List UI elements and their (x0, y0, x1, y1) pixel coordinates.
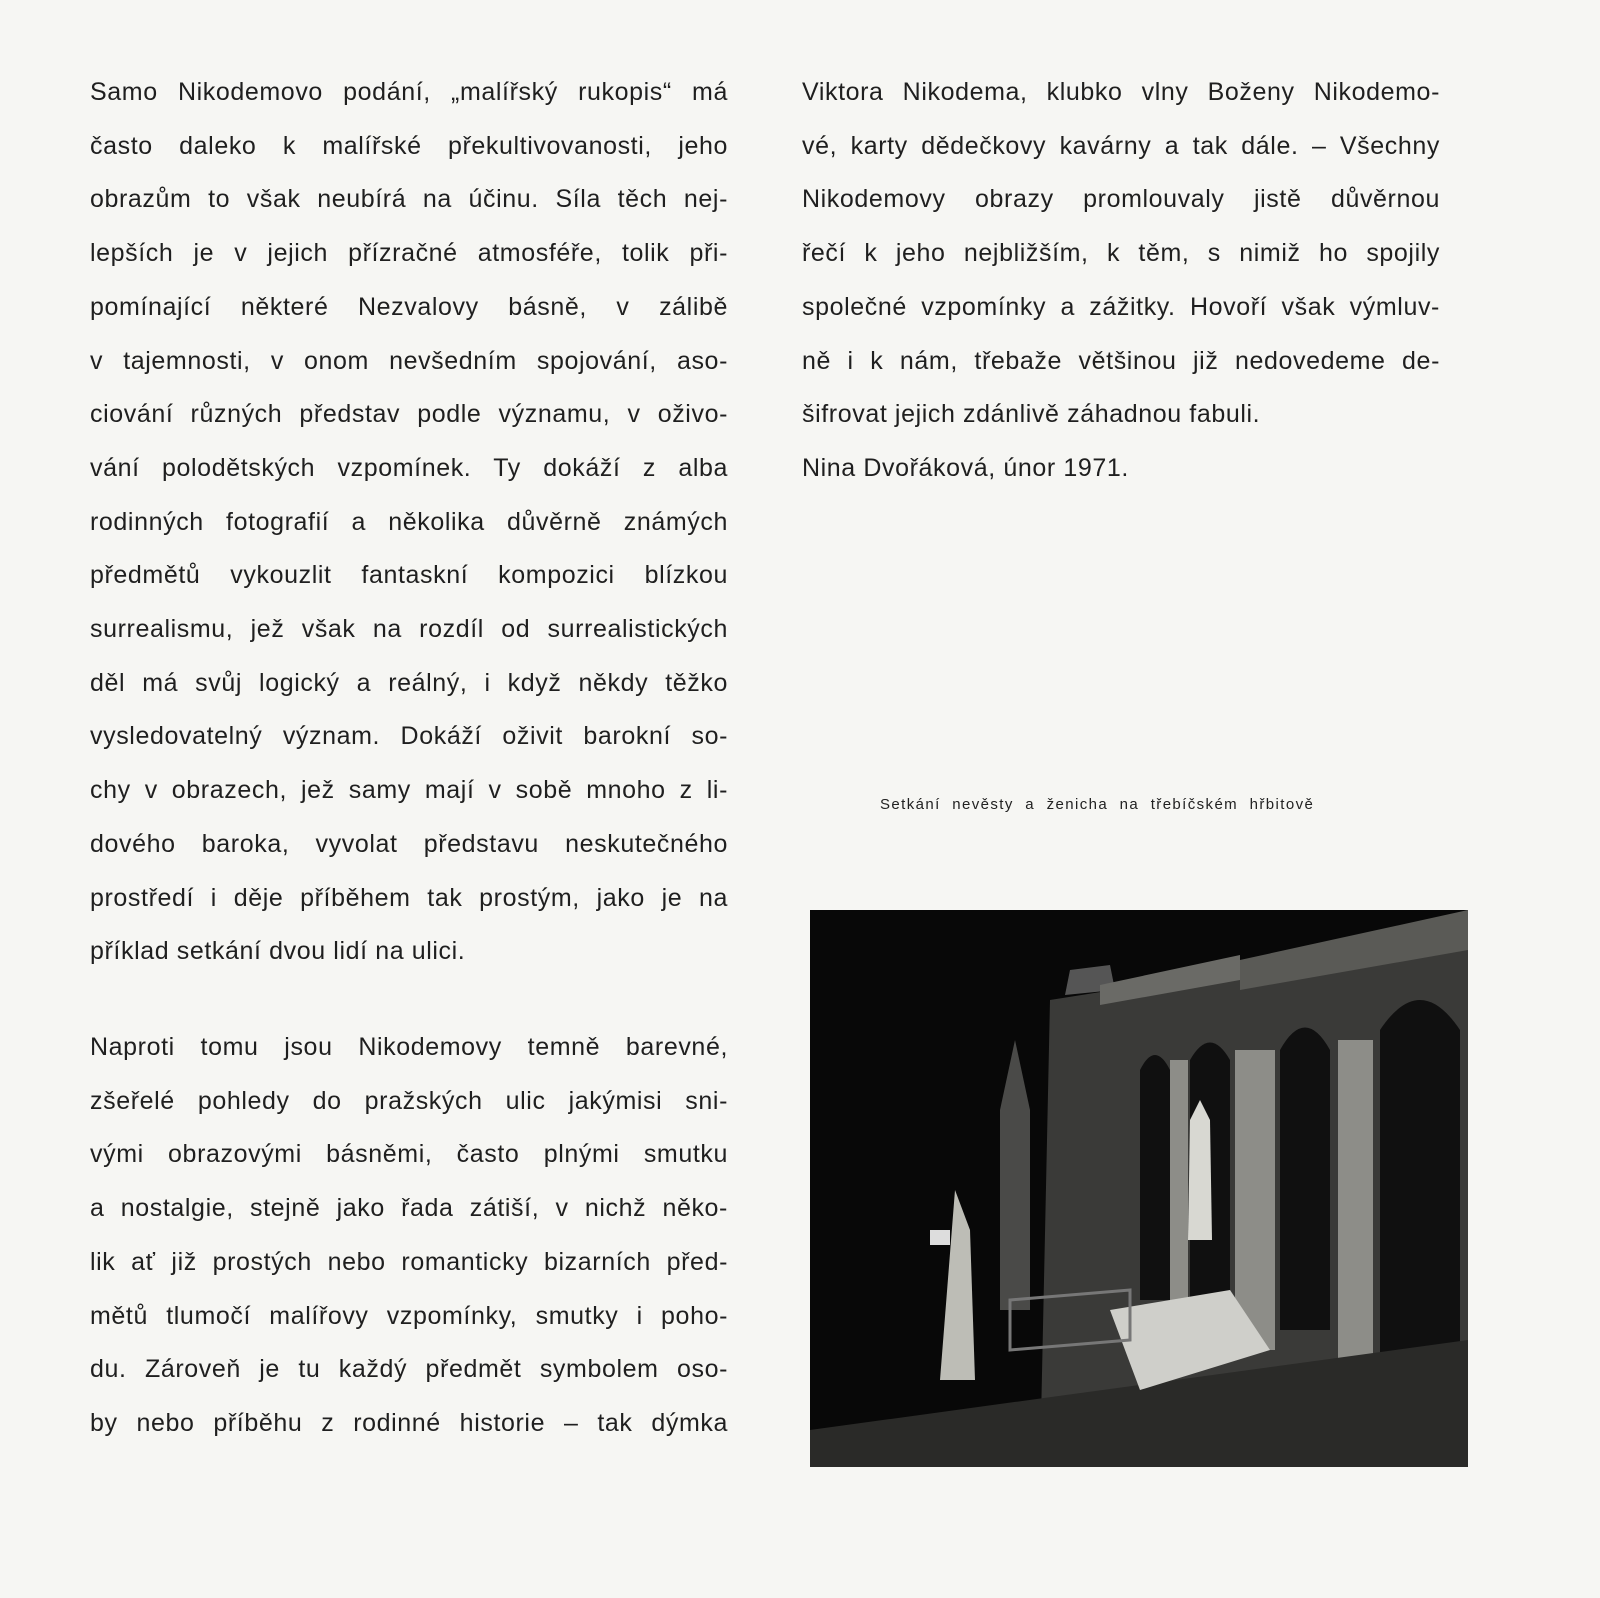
text-line: prostředí i děje příběhem tak prostým, jako je na (90, 883, 728, 912)
text-line: příklad setkání dvou lidí na ulici. (90, 937, 466, 966)
text-line: děl má svůj logický a reálný, i když někdy těžko (90, 668, 728, 697)
text-line: zšeřelé pohledy do pražských ulic jakýmisi sni- (90, 1086, 728, 1115)
text-line: vé, karty dědečkovy kavárny a tak dále. – Všechny (802, 131, 1440, 160)
text-line: předmětů vykouzlit fantaskní kompozici blízkou (90, 561, 728, 590)
painting-image (810, 910, 1468, 1467)
text-line: šifrovat jejich zdánlivě záhadnou fabuli. (802, 400, 1261, 429)
text-line: lepších je v jejich přízračné atmosféře, tolik při- (90, 239, 728, 268)
text-line: ně i k nám, třebaže většinou již nedovedeme de- (802, 346, 1440, 375)
text-line: pomínající některé Nezvalovy básně, v zálibě (90, 292, 728, 321)
text-line: vysledovatelný význam. Dokáží oživit barokní so- (90, 722, 728, 751)
text-line: surrealismu, jež však na rozdíl od surrealistických (90, 615, 728, 643)
cemetery-painting (810, 910, 1468, 1467)
text-line: lik ať již prostých nebo romanticky bizarních před- (90, 1247, 728, 1276)
figure-caption: Setkání nevěsty a ženicha na třebíčském hřbitově (880, 796, 1315, 813)
text-line: společné vzpomínky a zážitky. Hovoří však výmluv- (802, 292, 1440, 321)
right-column (802, 0, 1440, 520)
text-line: obrazům to však neubírá na účinu. Síla těch nej- (90, 185, 728, 214)
text-line: mětů tlumočí malířovy vzpomínky, smutky i poho- (90, 1301, 728, 1330)
text-line: vými obrazovými básněmi, často plnými smutku (90, 1140, 728, 1169)
text-line: často daleko k malířské překultivovanosti, jeho (90, 131, 728, 160)
text-line: řečí k jeho nejbližším, k těm, s nimiž ho spojily (802, 239, 1440, 268)
signature: Nina Dvořáková, únor 1971. (802, 453, 1129, 482)
text-line: Nikodemovy obrazy promlouvaly jistě důvěrnou (802, 185, 1440, 214)
text-line: v tajemnosti, v onom nevšedním spojování, aso- (90, 346, 728, 375)
text-line: Naproti tomu jsou Nikodemovy temně barevné, (90, 1033, 728, 1061)
text-line: rodinných fotografií a několika důvěrně známých (90, 507, 728, 536)
text-line: a nostalgie, stejně jako řada zátiší, v nichž něko- (90, 1194, 728, 1223)
text-line: Viktora Nikodema, klubko vlny Boženy Nikodemo- (802, 78, 1440, 106)
text-line: dového baroka, vyvolat představu neskutečného (90, 829, 728, 858)
text-line: ciování různých představ podle významu, v oživo- (90, 400, 728, 429)
text-line: Samo Nikodemovo podání, „malířský rukopis“ má (90, 78, 728, 106)
text-line: by nebo příběhu z rodinné historie – tak dýmka (90, 1408, 728, 1437)
text-line: chy v obrazech, jež samy mají v sobě mnoho z li- (90, 776, 728, 805)
text-line: du. Zároveň je tu každý předmět symbolem oso- (90, 1355, 728, 1384)
text-line: vání polodětských vzpomínek. Ty dokáží z alba (90, 453, 728, 482)
left-column (90, 0, 728, 1500)
